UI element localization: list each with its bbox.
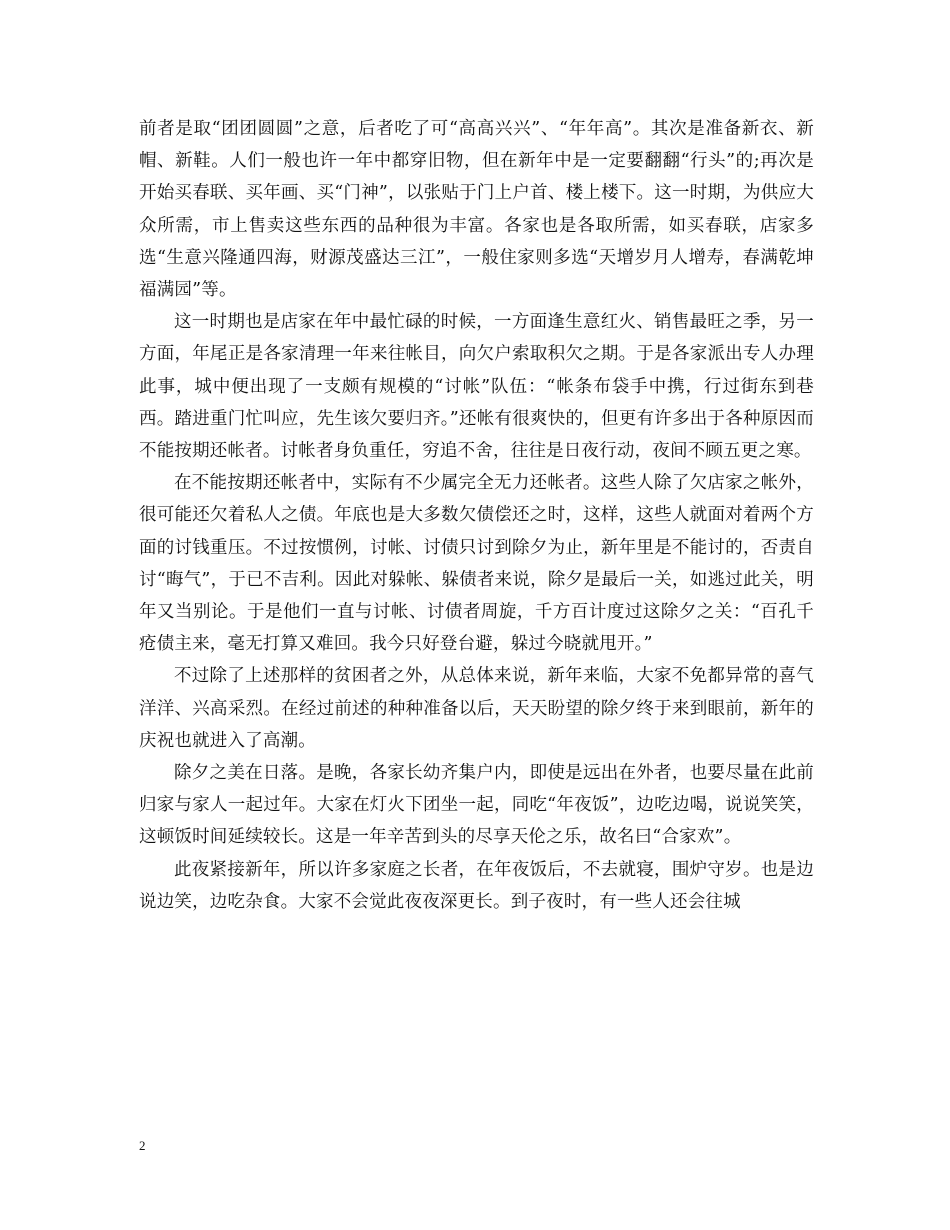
body-text xyxy=(139,113,814,918)
page-number: 2 xyxy=(139,1138,146,1153)
paragraph-6: 此夜紧接新年，所以许多家庭之长者，在年夜饭后，不去就寝，围炉守岁。也是边说边笑，边吃杂食。大家不会觉此夜夜深更长。到子夜时，有一些人还会往城 xyxy=(139,859,814,912)
paragraph-5: 除夕之美在日落。是晚，各家长幼齐集户内，即使是远出在外者，也要尽量在此前归家与家人一起过年。大家在灯火下团坐一起，同吃“年夜饭”，边吃边喝，说说笑笑，这顿饭时间延续较长。这是一年辛苦到头的尽享天伦之乐，故名曰“合家欢”。 xyxy=(139,763,814,848)
paragraph-4: 不过除了上述那样的贫困者之外，从总体来说，新年来临，大家不免都异常的喜气洋洋、兴高采烈。在经过前述的种种准备以后，天天盼望的除夕终于来到眼前，新年的庆祝也就进入了高潮。 xyxy=(139,666,814,751)
paragraph-1: 前者是取“团团圆圆”之意，后者吃了可“高高兴兴”、“年年高”。其次是准备新衣、新帽、新鞋。人们一般也许一年中都穿旧物，但在新年中是一定要翻翻“行头”的;再次是开始买春联、买年画、买“门神”，以张贴于门上户首、楼上楼下。这一时期，为供应大众所需，市上售卖这些东西的品种很为丰富。各家也是各取所需，如买春联，店家多选“生意兴隆通四海，财源茂盛达三江”，一般住家则多选“天增岁月人增寿，春满乾坤福满园”等。 xyxy=(139,119,814,301)
paragraph-3: 在不能按期还帐者中，实际有不少属完全无力还帐者。这些人除了欠店家之帐外，很可能还欠着私人之债。年底也是大多数欠债偿还之时，这样，这些人就面对着两个方面的讨钱重压。不过按惯例，讨帐、讨债只讨到除夕为止，新年里是不能讨的，否责自讨“晦气”，于已不吉利。因此对躲帐、躲债者来说，除夕是最后一关，如逃过此关，明年又当别论。于是他们一直与讨帐、讨债者周旋，千方百计度过这除夕之关：“百孔千疮债主来，毫无打算又难回。我今只好登台避，躲过今晓就甩开。” xyxy=(139,473,814,655)
paragraph-2: 这一时期也是店家在年中最忙碌的时候，一方面逢生意红火、销售最旺之季，另一方面，年尾正是各家清理一年来往帐目，向欠户索取积欠之期。于是各家派出专人办理此事，城中便出现了一支颇有规模的“讨帐”队伍：“帐条布袋手中携，行过街东到巷西。踏进重门忙叫应，先生该欠要归齐。”还帐有很爽快的，但更有许多出于各种原因而不能按期还帐者。讨帐者身负重任，穷追不舍，往往是日夜行动，夜间不顾五更之寒。 xyxy=(139,312,814,462)
